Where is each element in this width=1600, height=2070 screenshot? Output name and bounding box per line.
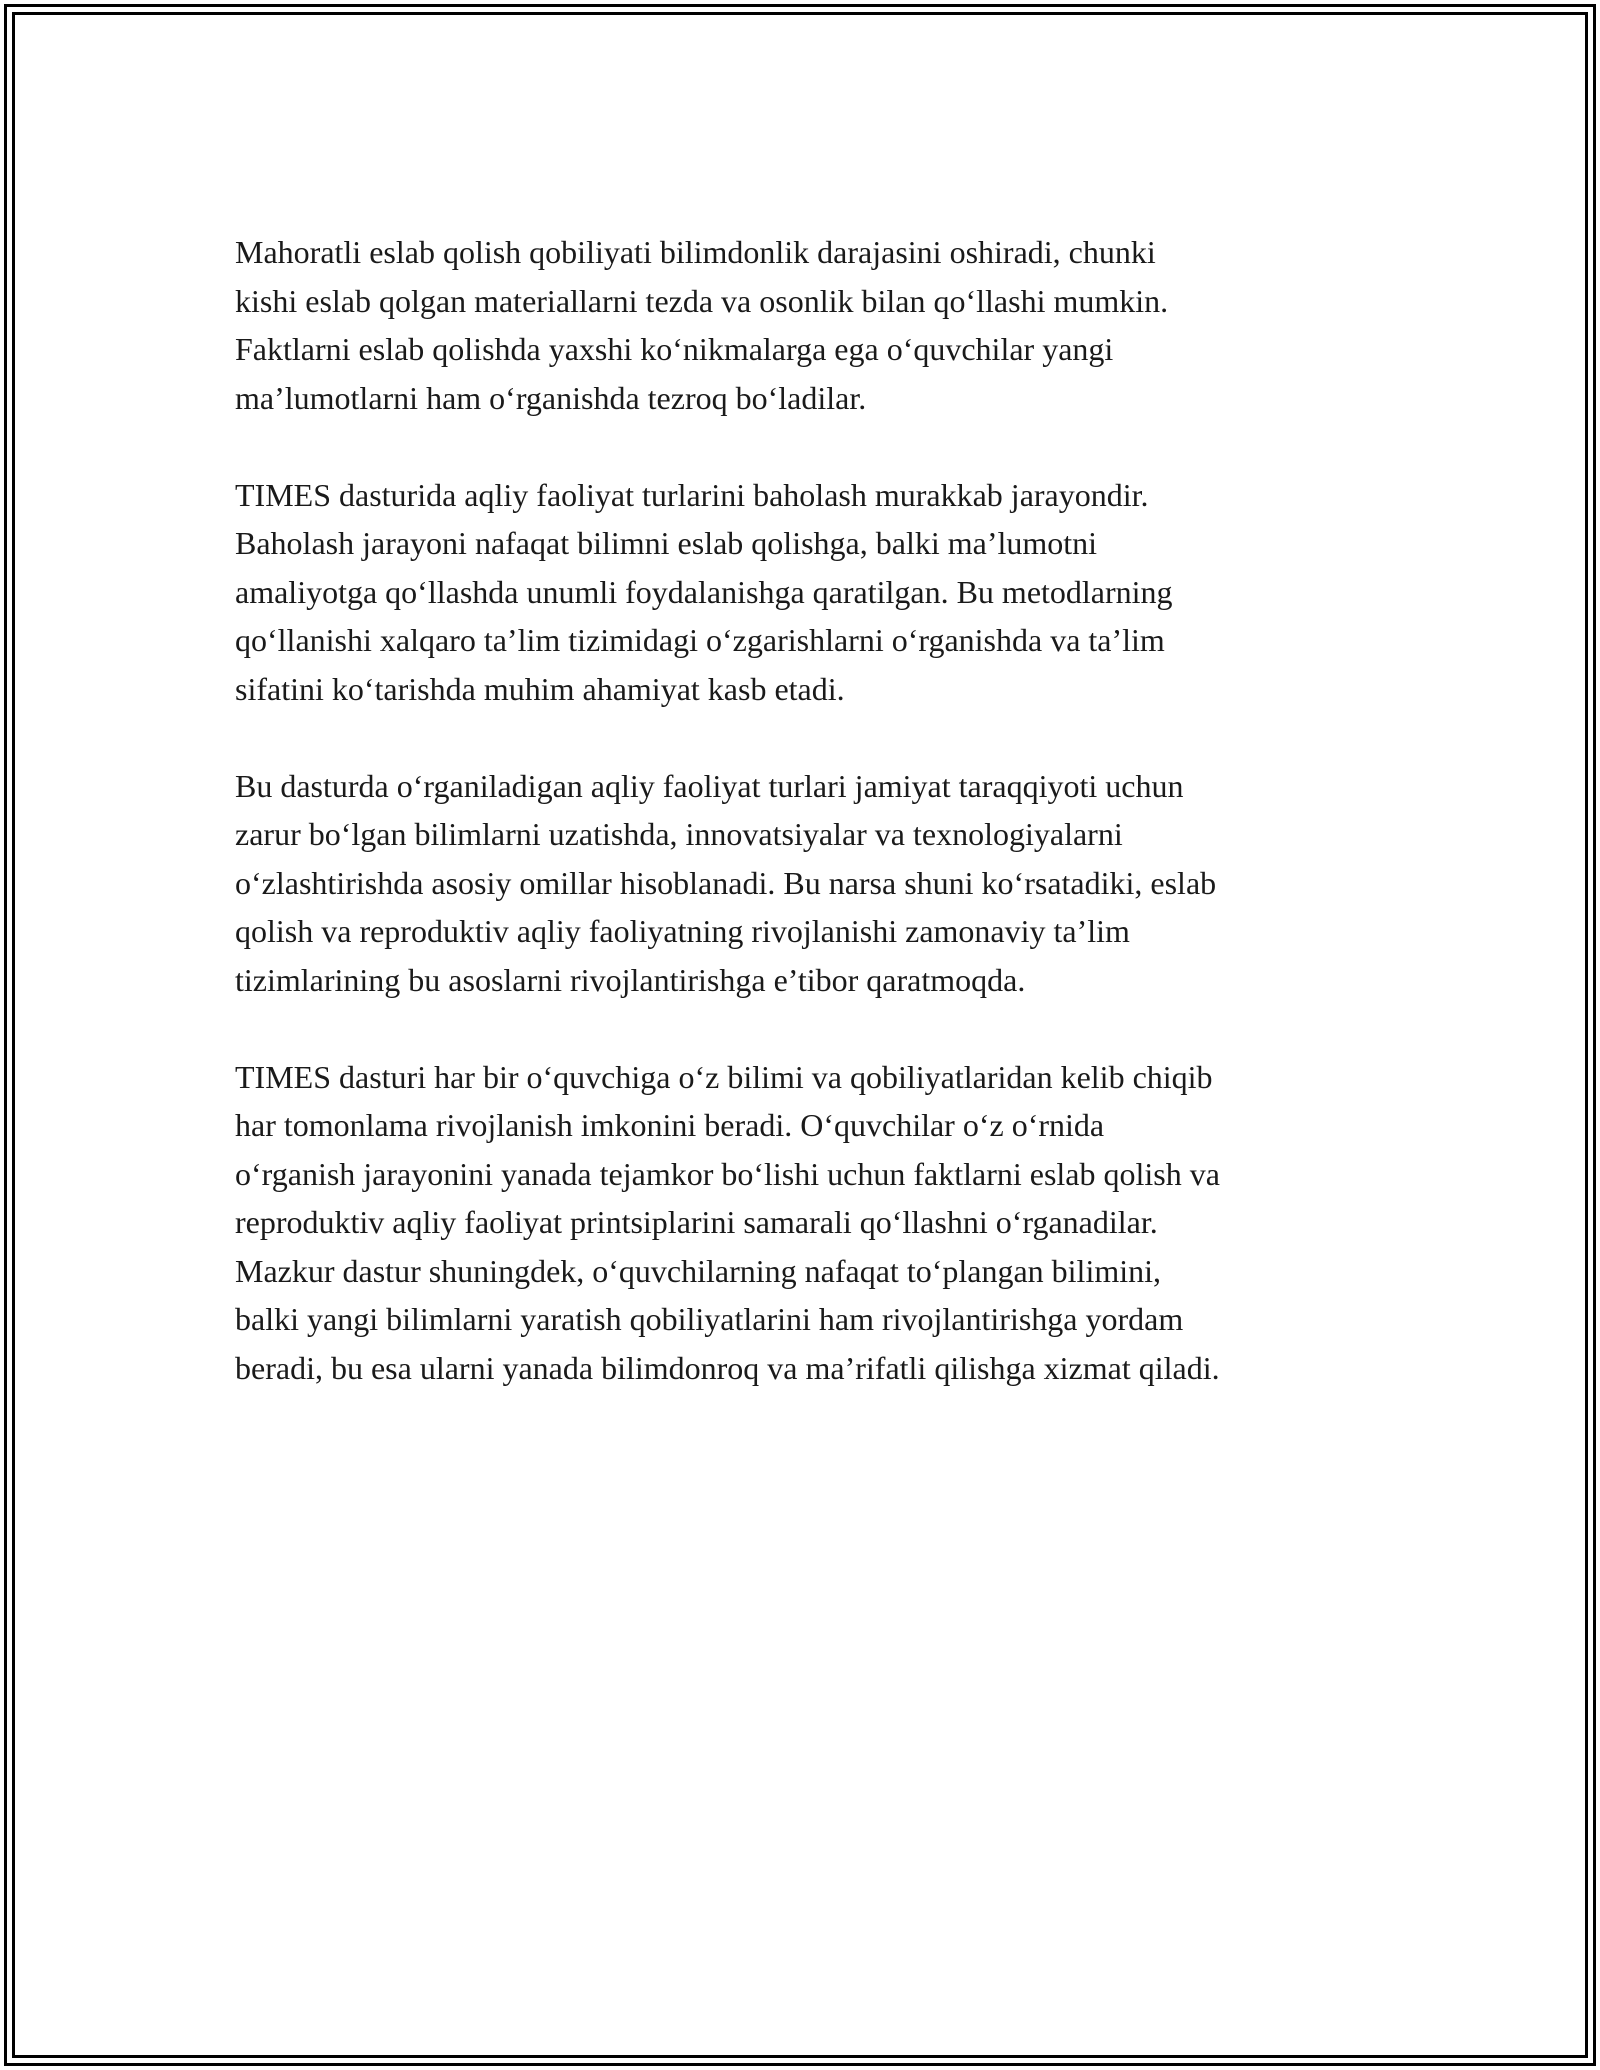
text-line: kishi eslab qolgan materiallarni tezda va osonlik bilan qo‘llashi mumkin. [235, 282, 1169, 319]
text-line: Mazkur dastur shuningdek, o‘quvchilarning nafaqat to‘plangan bilimini, [235, 1252, 1161, 1289]
text-line: qolish va reproduktiv aqliy faoliyatning rivojlanishi zamonaviy ta’lim [235, 913, 1130, 949]
text-line: Mahoratli eslab qolish qobiliyati bilimdonlik darajasini oshiradi, chunki [235, 234, 1156, 270]
text-line: zarur bo‘lgan bilimlarni uzatishda, innovatsiyalar va texnologiyalarni [235, 816, 1123, 852]
text-line: qo‘llanishi xalqaro ta’lim tizimidagi o‘zgarishlarni o‘rganishda va ta’lim [235, 622, 1165, 658]
paragraph-2 [235, 471, 1370, 714]
text-line: ma’lumotlarni ham o‘rganishda tezroq bo‘ladilar. [235, 379, 867, 416]
document-body [235, 228, 1370, 1441]
text-line: Faktlarni eslab qolishda yaxshi ko‘nikmalarga ega o‘quvchilar yangi [235, 331, 1114, 367]
text-line: TIMES dasturi har bir o‘quvchiga o‘z bilimi va qobiliyatlaridan kelib chiqib [235, 1058, 1213, 1095]
text-line: beradi, bu esa ularni yanada bilimdonroq va ma’rifatli qilishga xizmat qiladi. [235, 1349, 1220, 1386]
paragraph-3 [235, 762, 1370, 1005]
paragraph-1 [235, 228, 1370, 422]
text-line: o‘zlashtirishda asosiy omillar hisoblanadi. Bu narsa shuni ko‘rsatadiki, eslab [235, 864, 1217, 901]
text-line: TIMES dasturida aqliy faoliyat turlarini baholash murakkab jarayondir. [235, 476, 1149, 513]
text-line: Bu dasturda o‘rganiladigan aqliy faoliyat turlari jamiyat taraqqiyoti uchun [235, 767, 1184, 804]
text-line: reproduktiv aqliy faoliyat printsiplarini samarali qo‘llashni o‘rganadilar. [235, 1204, 1158, 1240]
text-line: Baholash jarayoni nafaqat bilimni eslab qolishga, balki ma’lumotni [235, 525, 1098, 561]
text-line: har tomonlama rivojlanish imkonini beradi. O‘quvchilar o‘z o‘rnida [235, 1107, 1105, 1143]
text-line: tizimlarining bu asoslarni rivojlantirishga e’tibor qaratmoqda. [235, 961, 1026, 998]
paragraph-4 [235, 1053, 1370, 1393]
text-line: sifatini ko‘tarishda muhim ahamiyat kasb etadi. [235, 670, 845, 707]
text-line: o‘rganish jarayonini yanada tejamkor bo‘lishi uchun faktlarni eslab qolish va [235, 1155, 1220, 1192]
text-line: amaliyotga qo‘llashda unumli foydalanishga qaratilgan. Bu metodlarning [235, 573, 1173, 610]
text-line: balki yangi bilimlarni yaratish qobiliyatlarini ham rivojlantirishga yordam [235, 1301, 1184, 1337]
